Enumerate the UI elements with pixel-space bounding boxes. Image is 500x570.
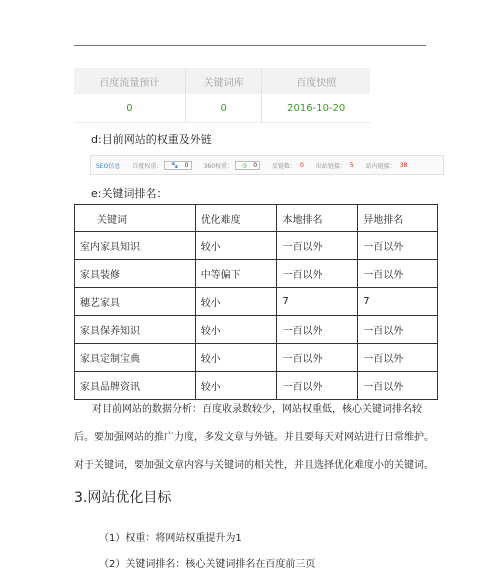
section-e-label: e:关键词排名： — [91, 187, 168, 200]
cell-difficulty: 中等偏下 — [195, 260, 277, 288]
cell-local-rank: 一百以外 — [277, 232, 358, 260]
header-remote-rank: 异地排名 — [358, 205, 438, 232]
keyword-table-header — [75, 205, 438, 232]
outbound-label: 出站链接： — [315, 162, 346, 170]
table-row — [75, 316, 438, 344]
cell-keyword: 家具定制宝典 — [75, 344, 196, 372]
table-row — [75, 344, 438, 372]
top-divider — [74, 45, 426, 46]
cell-difficulty: 较小 — [195, 372, 277, 400]
header-local-rank: 本地排名 — [277, 205, 358, 232]
backlinks-value: 0 — [300, 161, 304, 169]
stats-value-traffic: 0 — [74, 94, 185, 123]
cell-remote-rank: 一百以外 — [358, 344, 438, 372]
stats-header-row — [74, 68, 370, 94]
w360-value: 0 — [253, 161, 258, 169]
cell-keyword: 室内家具知识 — [75, 232, 196, 260]
site-stats-table — [74, 68, 370, 123]
stats-value-row — [74, 94, 370, 123]
cell-remote-rank: 一百以外 — [358, 372, 438, 400]
internal-label: 站内链接： — [365, 162, 396, 170]
outbound-value: 5 — [349, 161, 354, 169]
stats-header-keywords: 关键词库 — [185, 68, 262, 94]
table-row — [75, 260, 438, 288]
header-difficulty: 优化难度 — [195, 205, 277, 232]
cell-local-rank: 一百以外 — [277, 316, 358, 344]
cell-keyword: 家具装修 — [75, 260, 196, 288]
keyword-ranking-table — [74, 204, 438, 400]
analysis-paragraph: 对目前网站的数据分析：百度收录数较少，网站权重低，核心关键词排名较后。要加强网站的推广力度，多发文章与外链。并且要每天对网站进行日常维护。对于关键词，要加强文章内容与关键词的相关性，并且选择优化难度小的关键词。 — [74, 404, 434, 471]
cell-difficulty: 较小 — [195, 288, 277, 316]
goal-weight: （1）权重：将网站权重提升为1 — [99, 533, 242, 544]
cell-remote-rank: 一百以外 — [358, 232, 438, 260]
table-row — [75, 288, 438, 316]
cell-difficulty: 较小 — [195, 344, 277, 372]
section-d-label: d:目前网站的权重及外链 — [91, 133, 212, 146]
w360-circle-icon: ◎ — [242, 161, 248, 169]
header-keyword: 关键词 — [75, 205, 196, 232]
cell-remote-rank: 7 — [358, 288, 438, 316]
w360-label: 360权重： — [203, 162, 234, 170]
seo-info-title: SEO信息 — [96, 162, 121, 170]
stats-header-traffic: 百度流量预计 — [74, 68, 185, 94]
cell-keyword: 穗艺家具 — [75, 288, 196, 316]
cell-local-rank: 一百以外 — [277, 344, 358, 372]
stats-value-keywords: 0 — [185, 94, 262, 123]
backlinks-label: 反链数： — [272, 162, 297, 170]
cell-difficulty: 较小 — [195, 232, 277, 260]
baidu-weight-badge — [164, 161, 191, 170]
w360-badge — [235, 161, 260, 170]
section-3-heading: 3.网站优化目标 — [74, 490, 172, 506]
table-row — [75, 232, 438, 260]
seo-info-bar — [90, 155, 444, 175]
cell-local-rank: 一百以外 — [277, 260, 358, 288]
cell-keyword: 家具品牌资讯 — [75, 372, 196, 400]
goal-keyword-rank: （2）关键词排名：核心关键词排名在百度前三页 — [99, 559, 316, 570]
baidu-paw-icon: 🐾 — [171, 161, 179, 169]
baidu-weight-label: 百度权重： — [132, 162, 163, 170]
cell-difficulty: 较小 — [195, 316, 277, 344]
cell-remote-rank: 一百以外 — [358, 260, 438, 288]
baidu-weight-value: 0 — [184, 161, 189, 169]
stats-value-snapshot: 2016-10-20 — [262, 94, 370, 123]
cell-local-rank: 7 — [277, 288, 358, 316]
stats-header-snapshot: 百度快照 — [262, 68, 370, 94]
internal-value: 38 — [399, 161, 408, 169]
cell-remote-rank: 一百以外 — [358, 316, 438, 344]
cell-local-rank: 一百以外 — [277, 372, 358, 400]
cell-keyword: 家具保养知识 — [75, 316, 196, 344]
